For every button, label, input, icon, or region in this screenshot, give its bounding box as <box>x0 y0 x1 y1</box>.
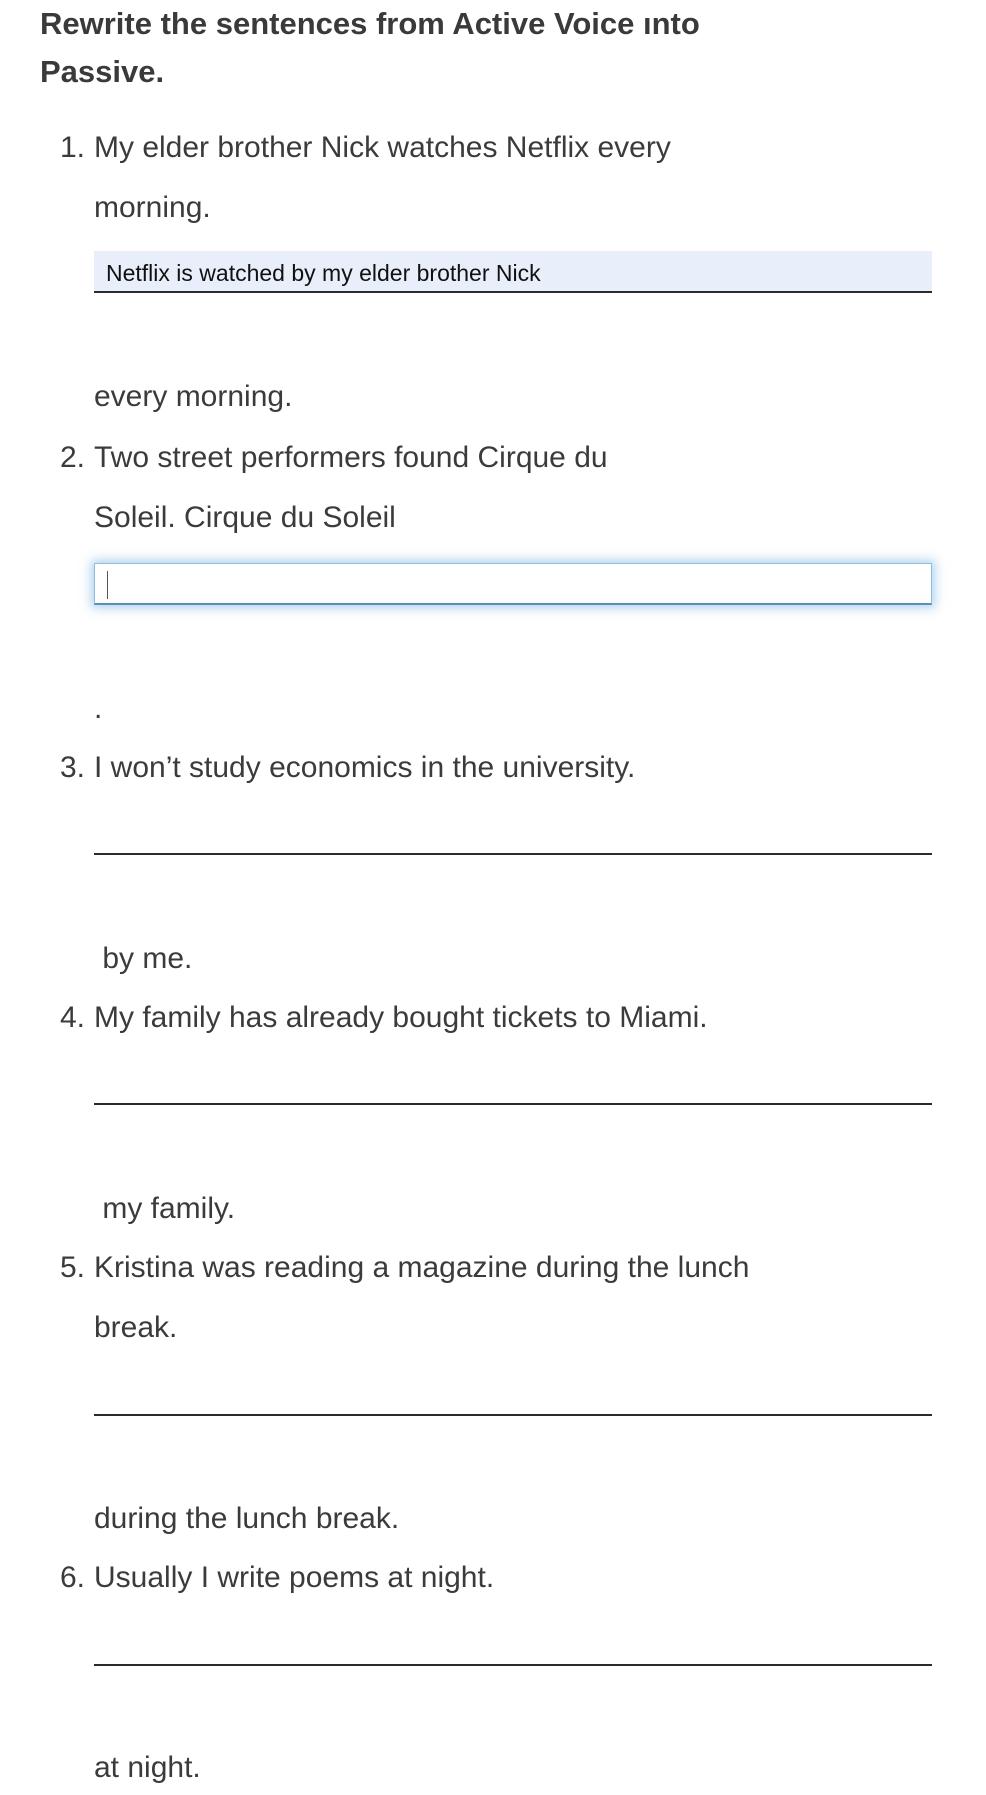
exercise-sentence-line-1: My family has already bought tickets to Miami. <box>94 1001 708 1034</box>
exercise-sentence-line-1: I won’t study economics in the university. <box>94 751 636 784</box>
exercise-number: 5. <box>60 1251 86 1284</box>
exercise-sentence-line-2: Soleil. Cirque du Soleil <box>94 501 396 534</box>
answer-input-5[interactable] <box>94 1374 932 1416</box>
page-title: Rewrite the sentences from Active Voice ınto Passive. <box>40 6 700 89</box>
answer-input-6[interactable] <box>94 1624 932 1666</box>
text-caret <box>107 571 108 599</box>
exercise-sentence-line-2: break. <box>94 1311 178 1344</box>
exercise-number: 3. <box>60 751 86 784</box>
exercise-sentence-line-2: morning. <box>94 191 211 224</box>
answer-input-2[interactable] <box>94 563 932 605</box>
sentence-ending-6: at night. <box>94 1751 201 1784</box>
exercise-number: 2. <box>60 441 86 474</box>
sentence-ending-5: during the lunch break. <box>94 1502 400 1535</box>
exercise-number: 1. <box>60 131 86 164</box>
exercise-sentence-line-1: Usually I write poems at night. <box>94 1561 495 1594</box>
exercise-number: 6. <box>60 1561 86 1594</box>
sentence-ending-4: my family. <box>94 1192 236 1225</box>
answer-input-3[interactable] <box>94 813 932 855</box>
answer-input-4[interactable] <box>94 1063 932 1105</box>
exercise-number: 4. <box>60 1001 86 1034</box>
exercise-sentence-line-1: Kristina was reading a magazine during the lunch <box>94 1251 750 1284</box>
exercise-sentence-line-1: Two street performers found Cirque du <box>94 441 608 474</box>
sentence-ending-1: every morning. <box>94 380 293 413</box>
sentence-ending-2: . <box>94 692 103 725</box>
answer-input-1[interactable] <box>94 251 932 293</box>
sentence-ending-3: by me. <box>94 942 193 975</box>
exercise-sentence-line-1: My elder brother Nick watches Netflix every <box>94 131 671 164</box>
